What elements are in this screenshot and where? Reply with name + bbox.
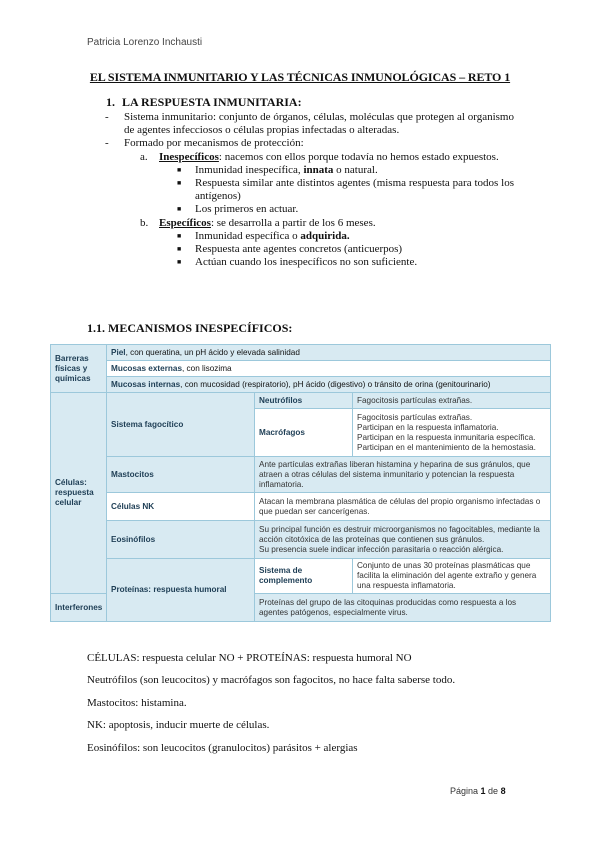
table-row [51, 361, 551, 377]
subsection-heading: 1.1. MECANISMOS INESPECÍFICOS: [87, 321, 293, 335]
list-item: ■ Respuesta ante agentes concretos (anticuerpos) [177, 243, 403, 256]
table-row [51, 457, 551, 493]
table-cell: Mastocitos [107, 457, 255, 493]
note-line: CÉLULAS: respuesta celular NO + PROTEÍNAS: respuesta humoral NO [87, 652, 412, 664]
note-line: Eosinófilos: son leucocitos (granulocitos) parásitos + alergias [87, 741, 358, 754]
table-cell: Mucosas externas, con lisozima [107, 361, 551, 377]
table-cell: Sistema de complemento [255, 559, 353, 594]
notes [87, 652, 455, 764]
table-row [51, 377, 551, 393]
section-heading-respuesta [106, 95, 302, 110]
table-cell: Eosinófilos [107, 521, 255, 559]
section-body [87, 111, 514, 269]
list-marker: b. [140, 216, 149, 229]
page-number: Página 1 de 8 [450, 786, 506, 796]
term-especificos: Específicos [159, 216, 211, 229]
list-item: ■ Inmunidad inespecífica, innata o natural. [177, 163, 378, 176]
table-row [51, 559, 551, 594]
mechanisms-table [50, 344, 551, 622]
table-cell: Mucosas internas, con mucosidad (respiratorio), pH ácido (digestivo) o tránsito de orina (genitourinario) [107, 377, 551, 393]
note-line: Mastocitos: histamina. [87, 696, 187, 709]
note-line: Neutrófilos (son leucocitos) y macrófagos son fagocitos, no hace falta saberse todo. [87, 674, 456, 687]
list-item: - Formado por mecanismos de protección: [105, 137, 304, 150]
table-row [51, 345, 551, 361]
table-row [51, 393, 551, 409]
table-row [51, 521, 551, 559]
section-heading-text: LA RESPUESTA INMUNITARIA: [122, 95, 302, 109]
list-item: - Sistema inmunitario: conjunto de órganos, células, moléculas que protegen al organismo de agentes infecciosos o células propias infectadas o alteradas. [105, 111, 514, 137]
table-cell: Fagocitosis partículas extrañas. [353, 393, 551, 409]
bullet-text: Sistema inmunitario: conjunto de órganos, células, moléculas que protegen al organismo de agentes infecciosos o células propias infectadas o alteradas. [124, 111, 514, 137]
table-cell: Conjunto de unas 30 proteínas plasmáticas que facilita la eliminación del agente extraño y genera una respuesta inflamatoria. [353, 559, 551, 594]
note-line: NK: apoptosis, inducir muerte de células. [87, 719, 270, 732]
table-cell: Macrófagos [255, 409, 353, 457]
table-cell: Células NK [107, 493, 255, 521]
table-cell: Piel, con queratina, un pH ácido y elevada salinidad [107, 345, 551, 361]
list-item-b [87, 217, 514, 230]
list-item: ■ Actúan cuando los inespecíficos no son suficiente. [177, 256, 418, 269]
table-cell: Atacan la membrana plasmática de células del propio organismo infectadas o que puedan ser cancerígenas. [255, 493, 551, 521]
category-barreras: Barreras físicas y químicas [51, 345, 107, 393]
category-proteinas: Proteínas: respuesta humoral [107, 559, 255, 622]
author-name: Patricia Lorenzo Inchausti [87, 37, 203, 48]
list-marker: a. [140, 150, 148, 163]
term-inespecificos: Inespecíficos [159, 150, 219, 163]
table-cell: Fagocitosis partículas extrañas. Participan en la respuesta inflamatoria. Participan en la respuesta inmunitaria específica. Participan en el mantenimiento de la hemostasia. [353, 409, 551, 457]
list-item: ■ Respuesta similar ante distintos agentes (misma respuesta para todos los antígenos) [177, 177, 514, 203]
table-cell: Interferones [51, 594, 107, 622]
list-item-a [87, 151, 514, 164]
term-definition: : se desarrolla a partir de los 6 meses. [210, 216, 376, 229]
table-row [51, 493, 551, 521]
document-title: EL SISTEMA INMUNITARIO Y LAS TÉCNICAS INMUNOLÓGICAS – RETO 1 [89, 70, 511, 84]
table-cell: Sistema fagocítico [107, 393, 255, 457]
section-number: 1. [106, 95, 115, 109]
table-cell: Ante partículas extrañas liberan histamina y heparina de sus gránulos, que atraen a otras células del sistema inmunitario y potencian la respuesta inflamatoria. [255, 457, 551, 493]
list-item: ■ Los primeros en actuar. [177, 203, 299, 216]
term-definition: : nacemos con ellos porque todavía no hemos estado expuestos. [218, 150, 499, 163]
bullet-text: Formado por mecanismos de protección: [124, 137, 304, 150]
table-cell: Su principal función es destruir microorganismos no fagocitables, mediante la acción citotóxica de las proteínas que contienen sus gránulos. Su presencia suele indicar infección parasitaria o reacción alérgica. [255, 521, 551, 559]
table-cell: Neutrófilos [255, 393, 353, 409]
table-cell: Proteínas del grupo de las citoquinas producidas como respuesta a los agentes patógenos, especialmente virus. [255, 594, 551, 622]
category-celulas: Células: respuesta celular [51, 393, 107, 594]
list-item: ■ Inmunidad específica o adquirida. [177, 229, 350, 242]
